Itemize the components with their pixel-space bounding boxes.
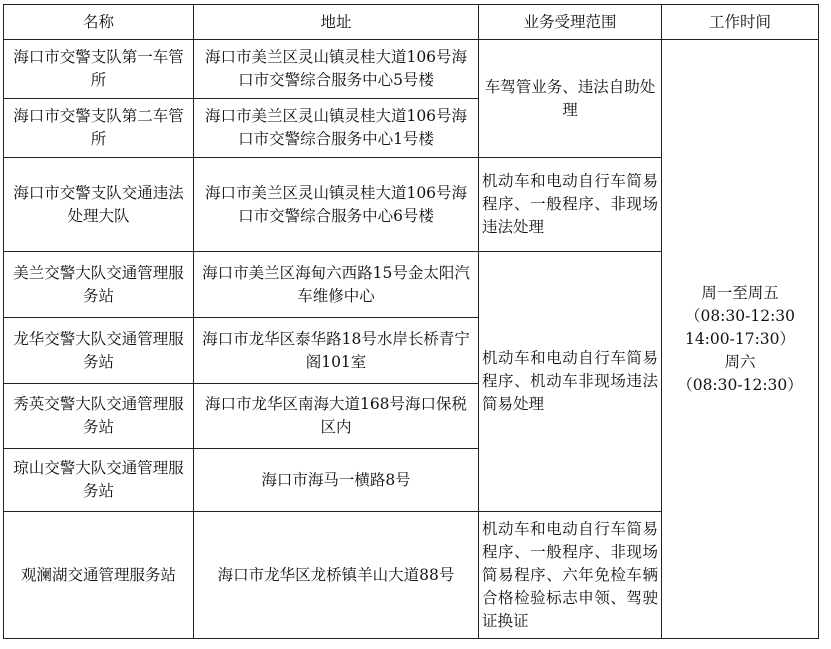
cell-scope: 机动车和电动自行车简易程序、一般程序、非现场简易程序、六年免检车辆合格检验标志申领、驾驶证换证	[479, 512, 662, 639]
cell-address: 海口市海马一横路8号	[194, 449, 479, 512]
cell-name: 龙华交警大队交通管理服务站	[4, 318, 194, 384]
service-locations-table	[3, 4, 819, 639]
cell-address: 海口市龙华区泰华路18号水岸长桥青宁阁101室	[194, 318, 479, 384]
hours-weekdays: 周一至周五	[701, 283, 779, 302]
cell-address: 海口市龙华区龙桥镇羊山大道88号	[194, 512, 479, 639]
header-hours: 工作时间	[662, 5, 819, 40]
cell-address: 海口市美兰区海甸六西路15号金太阳汽车维修中心	[194, 252, 479, 318]
table-row	[4, 40, 819, 99]
cell-name: 海口市交警支队交通违法处理大队	[4, 158, 194, 252]
hours-weekdays-morning: （08:30-12:30	[684, 306, 796, 325]
cell-name: 美兰交警大队交通管理服务站	[4, 252, 194, 318]
cell-name: 观澜湖交通管理服务站	[4, 512, 194, 639]
hours-saturday: 周六	[724, 352, 756, 371]
cell-address: 海口市美兰区灵山镇灵桂大道106号海口市交警综合服务中心6号楼	[194, 158, 479, 252]
hours-weekdays-afternoon: 14:00-17:30）	[684, 329, 796, 348]
cell-scope: 机动车和电动自行车简易程序、机动车非现场违法简易处理	[479, 252, 662, 512]
cell-hours	[662, 40, 819, 639]
cell-name: 海口市交警支队第二车管所	[4, 99, 194, 158]
cell-name: 海口市交警支队第一车管所	[4, 40, 194, 99]
cell-address: 海口市美兰区灵山镇灵桂大道106号海口市交警综合服务中心5号楼	[194, 40, 479, 99]
cell-name: 琼山交警大队交通管理服务站	[4, 449, 194, 512]
header-scope: 业务受理范围	[479, 5, 662, 40]
header-name: 名称	[4, 5, 194, 40]
cell-scope: 机动车和电动自行车简易程序、一般程序、非现场违法处理	[479, 158, 662, 252]
hours-saturday-time: （08:30-12:30）	[677, 375, 803, 394]
cell-scope: 车驾管业务、违法自助处理	[479, 40, 662, 158]
service-locations-table-container	[3, 4, 818, 639]
header-address: 地址	[194, 5, 479, 40]
cell-address: 海口市美兰区灵山镇灵桂大道106号海口市交警综合服务中心1号楼	[194, 99, 479, 158]
cell-name: 秀英交警大队交通管理服务站	[4, 384, 194, 449]
table-header-row	[4, 5, 819, 40]
cell-address: 海口市龙华区南海大道168号海口保税区内	[194, 384, 479, 449]
